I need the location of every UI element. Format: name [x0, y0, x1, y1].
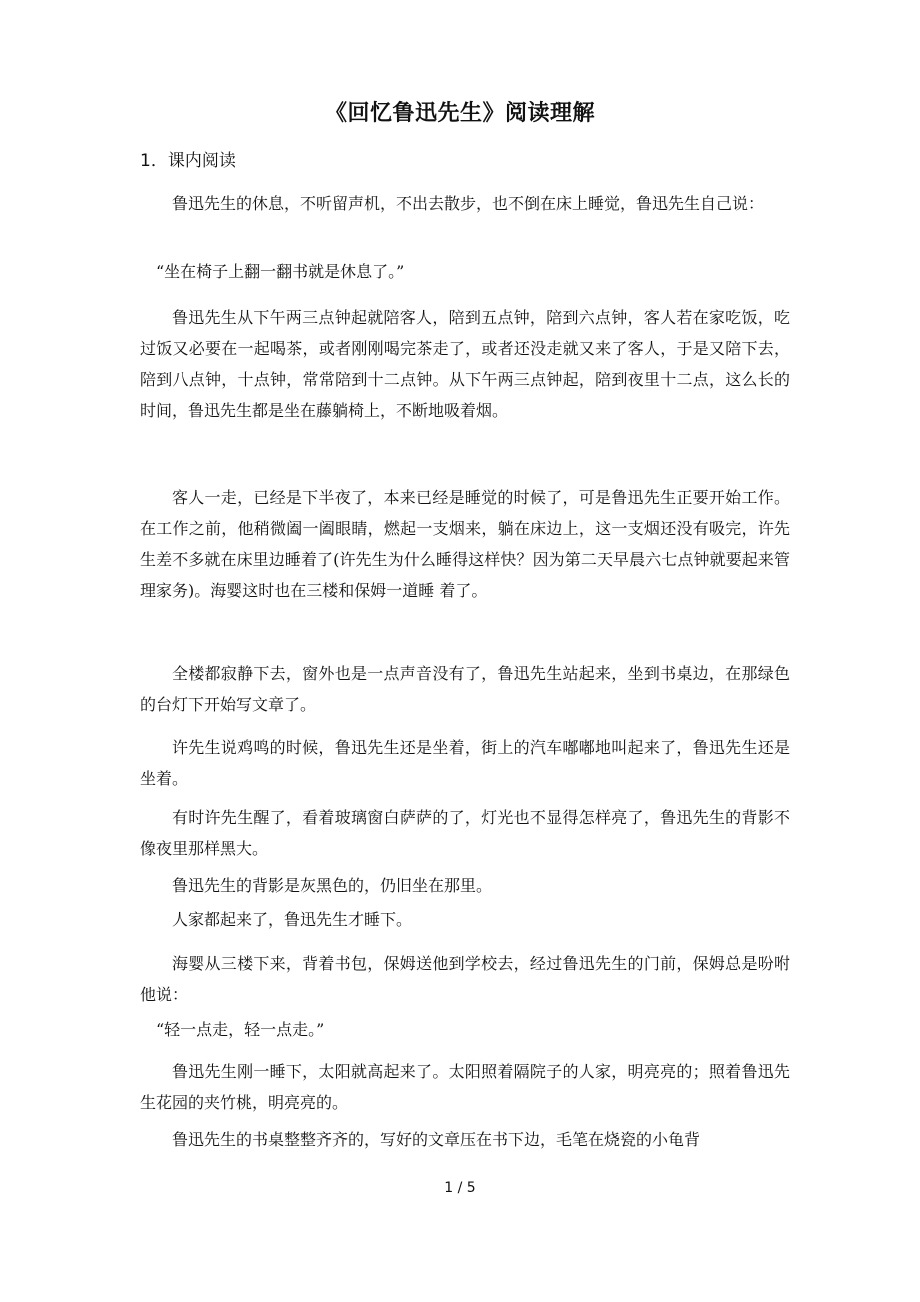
paragraph: 鲁迅先生的背影是灰黑色的，仍旧坐在那里。 — [172, 876, 493, 895]
paragraph: 有时许先生醒了，看着玻璃窗白萨萨的了，灯光也不显得怎样亮了，鲁迅先生的背影不像夜里那样黑大。 — [140, 808, 790, 858]
paragraph: 客人一走，已经是下半夜了，本来已经是睡觉的时候了，可是鲁迅先生正要开始工作。在工作之前，他稍微阖一阖眼睛，燃起一支烟来，躺在床边上，这一支烟还没有吸完，许先生差不多就在床里边睡着了(许先生为什么睡得这样快？因为第二天早晨六七点钟就要起来管理家务)。海婴这时也在三楼和保姆一道睡 着了。 — [140, 488, 790, 600]
paragraph: 鲁迅先生从下午两三点钟起就陪客人，陪到五点钟，陪到六点钟，客人若在家吃饭，吃过饭又必要在一起喝茶，或者刚刚喝完茶走了，或者还没走就又来了客人，于是又陪下去，陪到八点钟，十点钟，常常陪到十二点钟。从下午两三点钟起，陪到夜里十二点，这么长的时间，鲁迅先生都是坐在藤躺椅上，不断地吸着烟。 — [140, 308, 790, 420]
paragraph: 鲁迅先生刚一睡下，太阳就高起来了。太阳照着隔院子的人家，明亮亮的；照着鲁迅先生花园的夹竹桃，明亮亮的。 — [140, 1062, 790, 1112]
paragraph: 海婴从三楼下来，背着书包，保姆送他到学校去，经过鲁迅先生的门前，保姆总是吩咐他说： — [140, 954, 790, 1004]
document-title: 《回忆鲁迅先生》阅读理解 — [324, 101, 595, 126]
paragraph: 人家都起来了，鲁迅先生才睡下。 — [172, 910, 413, 929]
quote-paragraph: “坐在椅子上翻一翻书就是休息了。” — [156, 262, 405, 281]
paragraph: 全楼都寂静下去，窗外也是一点声音没有了，鲁迅先生站起来，坐到书桌边，在那绿色的台灯下开始写文章了。 — [140, 664, 790, 714]
quote-paragraph: “轻一点走，轻一点走。” — [156, 1020, 325, 1039]
section-heading: 1．课内阅读 — [140, 151, 236, 171]
page-number: 1 / 5 — [444, 1180, 476, 1196]
paragraph: 许先生说鸡鸣的时候，鲁迅先生还是坐着，街上的汽车嘟嘟地叫起来了，鲁迅先生还是坐着。 — [140, 738, 790, 788]
paragraph: 鲁迅先生的书桌整整齐齐的，写好的文章压在书下边，毛笔在烧瓷的小龟背 — [172, 1130, 701, 1149]
paragraph: 鲁迅先生的休息，不听留声机，不出去散步，也不倒在床上睡觉，鲁迅先生自己说： — [172, 194, 765, 213]
